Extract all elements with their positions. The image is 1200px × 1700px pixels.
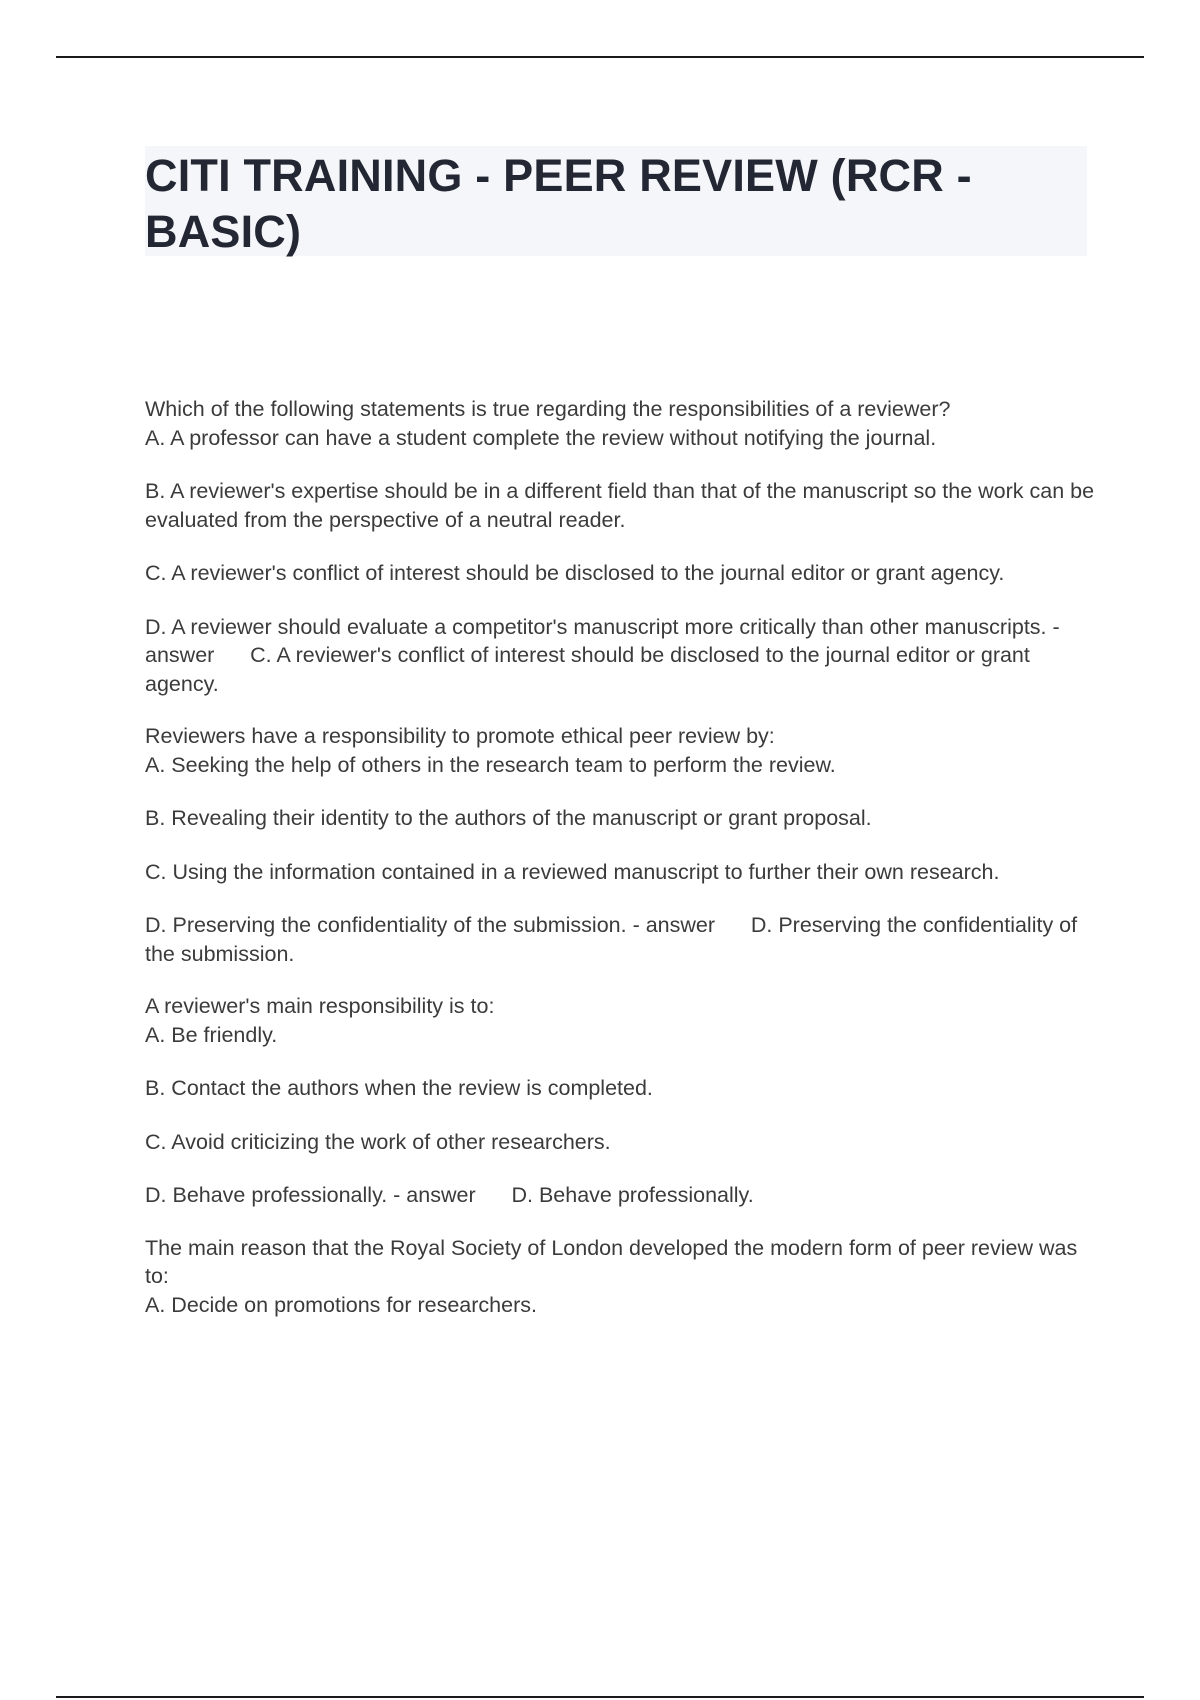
- correct-answer: D. Preserving the confidentiality of the submission.: [145, 913, 1084, 966]
- option-c: C. Using the information contained in a reviewed manuscript to further their own research.: [145, 859, 1000, 884]
- option-d: D. Preserving the confidentiality of the submission. - answer: [145, 913, 716, 937]
- bottom-rule: [56, 1696, 1144, 1698]
- question-text: Reviewers have a responsibility to promote ethical peer review by:: [145, 724, 775, 748]
- option-b: B. A reviewer's expertise should be in a different field than that of the manuscript so the work can be evaluated from the perspective of a neutral reader.: [145, 479, 1101, 532]
- question-block-3: [145, 992, 1095, 1210]
- option-c: C. Avoid criticizing the work of other researchers.: [145, 1129, 611, 1154]
- question-block-4: [145, 1234, 1095, 1320]
- option-d: D. Behave professionally. - answer: [145, 1183, 476, 1207]
- question-text: The main reason that the Royal Society of London developed the modern form of peer review was to:: [145, 1235, 1084, 1288]
- top-rule: [56, 56, 1144, 58]
- document-title: [145, 148, 1065, 260]
- option-d-with-answer: [145, 1181, 1095, 1210]
- title-line-1: CITI TRAINING - PEER REVIEW (RCR -: [145, 150, 972, 201]
- correct-answer: C. A reviewer's conflict of interest should be disclosed to the journal editor or grant agency.: [145, 643, 1036, 696]
- question-text: A reviewer's main responsibility is to:: [145, 994, 495, 1018]
- option-b: B. Revealing their identity to the authors of the manuscript or grant proposal.: [145, 806, 872, 830]
- option-a: A. Be friendly.: [145, 1022, 278, 1047]
- title-line-2: BASIC): [145, 206, 302, 257]
- document-body: [145, 395, 1101, 1343]
- question-text: Which of the following statements is true regarding the responsibilities of a reviewer?: [145, 397, 951, 421]
- option-b: B. Contact the authors when the review is completed.: [145, 1076, 653, 1100]
- option-d-with-answer: [145, 911, 1095, 968]
- option-d-with-answer: [145, 613, 1095, 699]
- option-a: A. A professor can have a student complete the review without notifying the journal.: [145, 425, 937, 450]
- correct-answer: D. Behave professionally.: [511, 1183, 754, 1207]
- option-d: D. A reviewer should evaluate a competitor's manuscript more critically than other manuscripts. - answer: [145, 614, 1066, 667]
- question-block-2: [145, 722, 1095, 968]
- option-a: A. Decide on promotions for researchers.: [145, 1292, 537, 1317]
- option-c: C. A reviewer's conflict of interest should be disclosed to the journal editor or grant agency.: [145, 561, 1005, 585]
- option-a: A. Seeking the help of others in the research team to perform the review.: [145, 752, 836, 777]
- question-block-1: [145, 395, 1101, 698]
